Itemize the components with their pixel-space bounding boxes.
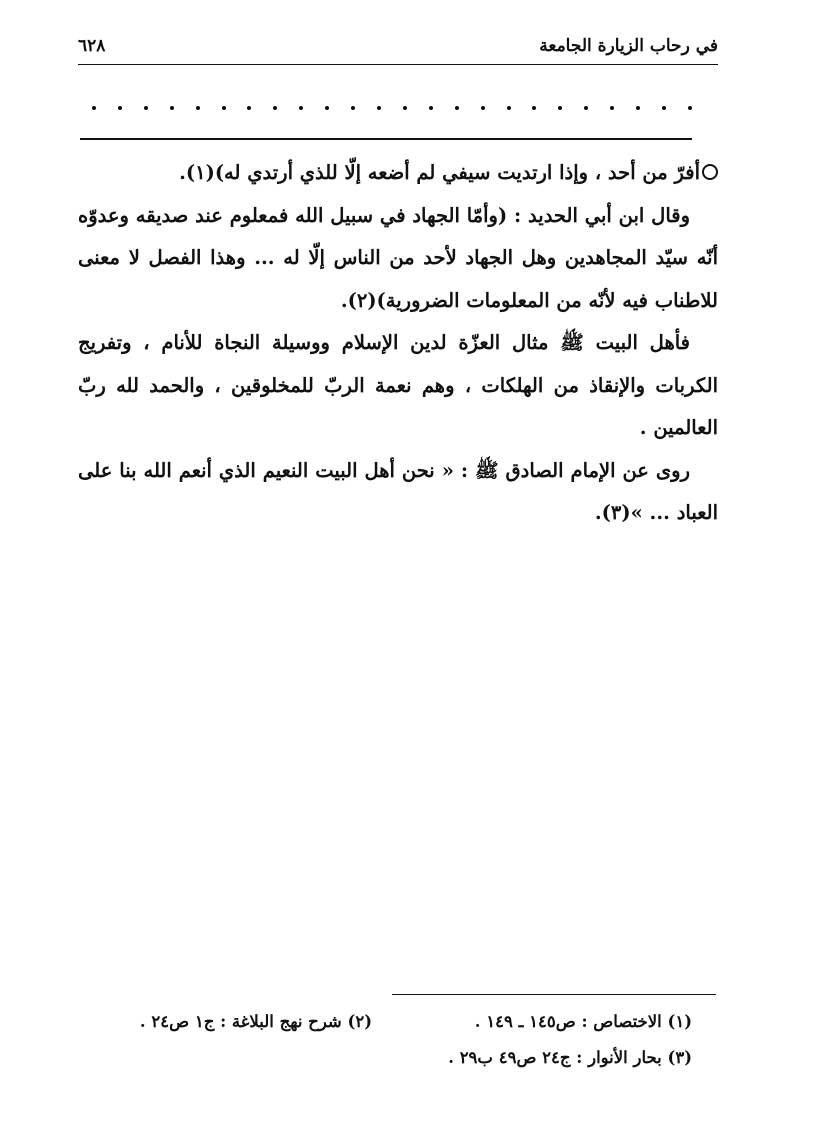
separator-dot — [584, 106, 588, 110]
body-text — [78, 152, 718, 535]
separator-dot — [170, 106, 174, 110]
separator-dot — [481, 106, 485, 110]
separator-dot — [222, 106, 226, 110]
separator-dot — [92, 106, 96, 110]
paragraph-2: وقال ابن أبي الحديد : (وأمّا الجهاد في سبيل الله فمعلوم عند صديقه وعدوّه أنّه سيّد المجاهدين وهل الجهاد لأحد من الناس إلّا له ... وهذا الفصل لا معنى للاطناب فيه لأنّه من المعلومات الضرورية)(٢). — [78, 203, 718, 312]
separator-dot — [299, 106, 303, 110]
separator-dot — [351, 106, 355, 110]
footnote-row — [78, 1048, 718, 1084]
separator-dot — [118, 106, 122, 110]
footnote-1: (١) الاختصاص : ص١٤٥ ـ ١٤٩ . — [474, 1012, 692, 1031]
running-header — [78, 34, 718, 65]
separator-dot — [455, 106, 459, 110]
paragraph-continuation — [78, 152, 718, 195]
footnote-rule — [392, 994, 716, 995]
separator-dot — [377, 106, 381, 110]
separator-dot — [507, 106, 511, 110]
footnotes — [78, 1012, 718, 1084]
footnote-row — [78, 1012, 718, 1048]
separator-dot — [636, 106, 640, 110]
separator-dot — [247, 106, 251, 110]
separator-dot — [558, 106, 562, 110]
separator-dot — [273, 106, 277, 110]
dotted-separator — [92, 100, 692, 116]
separator-dot — [144, 106, 148, 110]
separator-dot — [325, 106, 329, 110]
paragraph-3: فأهل البيت ﷺ مثال العزّة لدين الإسلام ووسيلة النجاة للأنام ، وتفريج الكربات والإنقاذ من الهلكات ، وهم نعمة الربّ للمخلوقين ، والحمد لله ربّ العالمين . — [78, 331, 718, 439]
separator-dot — [662, 106, 666, 110]
paragraph-4: روى عن الإمام الصادق ﷺ : « نحن أهل البيت النعيم الذي أنعم الله بنا على العباد ... »(٣). — [78, 458, 718, 524]
footnote-3: (٣) بحار الأنوار : ج٢٤ ص٤٩ ب٢٩ . — [448, 1048, 692, 1067]
continuation-marker-icon — [702, 164, 718, 180]
separator-dot — [688, 106, 692, 110]
separator-dot — [610, 106, 614, 110]
page-number: ٦٢٨ — [78, 36, 106, 56]
separator-dot — [196, 106, 200, 110]
running-title: في رحاب الزيارة الجامعة — [539, 36, 718, 56]
separator-dot — [429, 106, 433, 110]
paragraph-1-text: أفرّ من أحد ، وإذا ارتديت سيفي لم أضعه إلّا للذي أرتدي له)(١). — [179, 161, 700, 184]
separator-dot — [532, 106, 536, 110]
separator-dot — [403, 106, 407, 110]
footnote-2: (٢) شرح نهج البلاغة : ج١ ص٢٤ . — [139, 1012, 372, 1031]
separator-rule — [80, 138, 692, 140]
